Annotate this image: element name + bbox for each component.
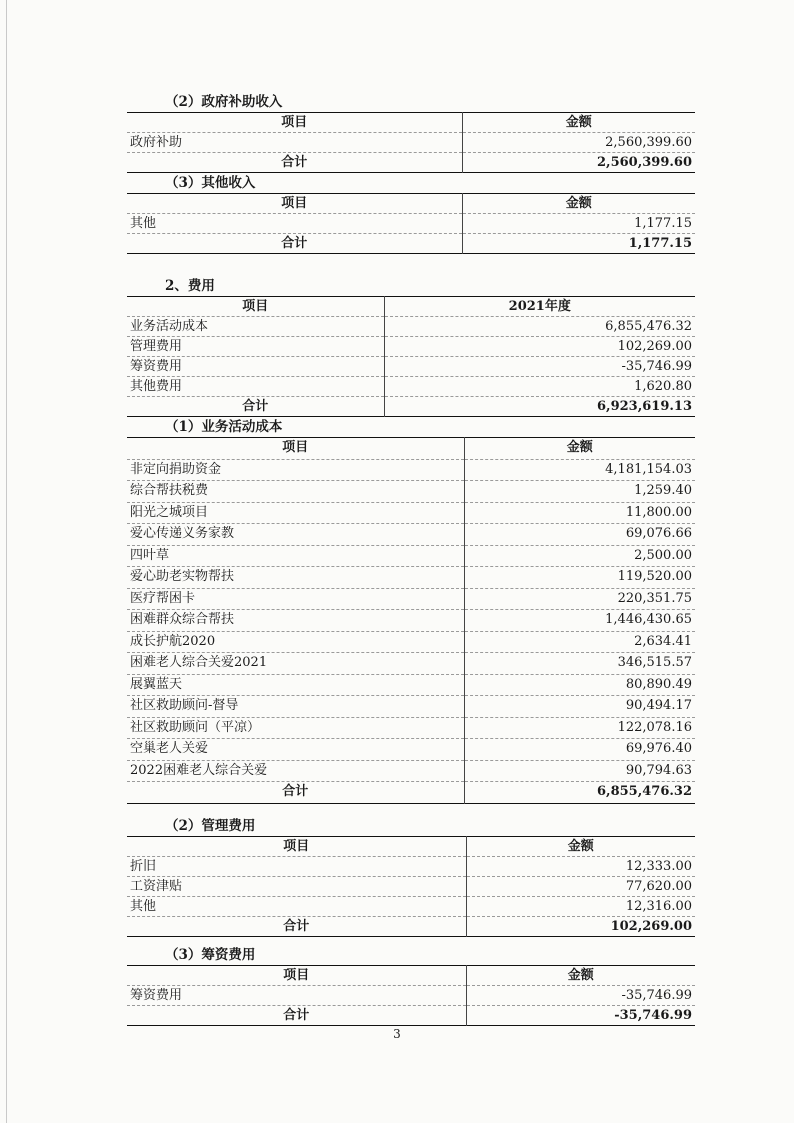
table-row [127, 696, 695, 718]
table-row [127, 337, 695, 357]
row-label: 社区救助顾问-督导 [127, 696, 464, 718]
table-row [127, 653, 695, 675]
row-label: 管理费用 [127, 337, 384, 357]
row-amount: 1,177.15 [462, 214, 695, 234]
row-amount: 2,500.00 [464, 545, 695, 567]
row-amount: 2,634.41 [464, 631, 695, 653]
row-label: 社区救助顾问（平凉） [127, 717, 464, 739]
total-amount: -35,746.99 [614, 1007, 692, 1023]
col-header-amount: 金额 [462, 194, 695, 214]
table-row [127, 760, 695, 782]
col-header-item: 项目 [127, 438, 464, 460]
scan-edge [6, 0, 7, 1123]
table-header [127, 113, 695, 133]
row-label: 空巢老人关爱 [127, 739, 464, 761]
table-total-row [127, 153, 695, 173]
row-amount: 90,794.63 [464, 760, 695, 782]
col-header-amount: 金额 [462, 113, 695, 133]
table-row [127, 502, 695, 524]
row-amount: 12,316.00 [466, 896, 695, 916]
row-amount: 11,800.00 [464, 502, 695, 524]
total-amount: 6,923,619.13 [597, 399, 692, 414]
total-label: 合计 [127, 916, 466, 936]
table-row [127, 357, 695, 377]
row-amount: 1,446,430.65 [464, 610, 695, 632]
row-amount: 90,494.17 [464, 696, 695, 718]
row-label: 政府补助 [127, 133, 462, 153]
table-financing-cost [127, 965, 695, 1026]
table-row [127, 717, 695, 739]
row-label: 困难群众综合帮扶 [127, 610, 464, 632]
row-amount: 2,560,399.60 [462, 133, 695, 153]
section-title-management-cost: （2）管理费用 [165, 817, 256, 834]
row-amount: -35,746.99 [466, 985, 695, 1005]
row-label: 困难老人综合关爱2021 [127, 653, 464, 675]
table-row [127, 985, 695, 1005]
table-total-row [127, 916, 695, 936]
row-label: 筹资费用 [127, 357, 384, 377]
total-amount: 2,560,399.60 [597, 155, 692, 170]
col-header-amount: 金额 [466, 965, 695, 985]
row-amount: 102,269.00 [384, 337, 695, 357]
table-row [127, 610, 695, 632]
row-amount: -35,746.99 [384, 357, 695, 377]
table-total-row [127, 234, 695, 254]
row-amount: 122,078.16 [464, 717, 695, 739]
section-title-expenses: 2、费用 [165, 278, 215, 294]
col-header-item: 项目 [127, 194, 462, 214]
row-label: 其他 [127, 214, 462, 234]
col-header-item: 项目 [127, 965, 466, 985]
row-amount: 220,351.75 [464, 588, 695, 610]
table-row [127, 876, 695, 896]
row-amount: 346,515.57 [464, 653, 695, 675]
table-expenses [127, 296, 695, 417]
table-row [127, 739, 695, 761]
table-header [127, 438, 695, 460]
row-label: 医疗帮困卡 [127, 588, 464, 610]
table-row [127, 588, 695, 610]
table-total-row [127, 1005, 695, 1025]
table-row [127, 631, 695, 653]
total-label: 合计 [127, 234, 462, 254]
row-label: 阳光之城项目 [127, 502, 464, 524]
row-amount: 119,520.00 [464, 567, 695, 589]
row-amount: 4,181,154.03 [464, 459, 695, 481]
row-label: 非定向捐助资金 [127, 459, 464, 481]
total-amount: 6,855,476.32 [597, 784, 692, 799]
row-label: 筹资费用 [127, 985, 466, 1005]
table-row [127, 896, 695, 916]
table-business-cost [127, 437, 695, 804]
col-header-item: 项目 [127, 836, 466, 856]
table-other-income [127, 193, 695, 254]
row-amount: 77,620.00 [466, 876, 695, 896]
table-header [127, 965, 695, 985]
table-management-cost [127, 836, 695, 937]
section-title-other-income: （3）其他收入 [165, 175, 256, 191]
table-row [127, 524, 695, 546]
row-label: 展翼蓝天 [127, 674, 464, 696]
row-label: 2022困难老人综合关爱 [127, 760, 464, 782]
total-amount: 1,177.15 [628, 236, 692, 251]
table-header [127, 194, 695, 214]
table-row [127, 856, 695, 876]
row-amount: 6,855,476.32 [384, 317, 695, 337]
table-row [127, 459, 695, 481]
total-amount: 102,269.00 [610, 918, 692, 934]
section-title-gov-subsidy: （2）政府补助收入 [165, 94, 283, 110]
total-label: 合计 [127, 1005, 466, 1025]
table-row [127, 317, 695, 337]
table-gov-subsidy [127, 112, 695, 173]
table-row [127, 567, 695, 589]
table-row [127, 545, 695, 567]
row-amount: 12,333.00 [466, 856, 695, 876]
col-header-item: 项目 [127, 297, 384, 317]
table-header [127, 836, 695, 856]
page-number: 3 [393, 1027, 401, 1041]
row-amount: 69,976.40 [464, 739, 695, 761]
row-label: 业务活动成本 [127, 317, 384, 337]
col-header-year: 2021年度 [384, 297, 695, 317]
col-header-amount: 金额 [466, 836, 695, 856]
table-header [127, 297, 695, 317]
col-header-amount: 金额 [464, 438, 695, 460]
row-label: 其他 [127, 896, 466, 916]
row-amount: 80,890.49 [464, 674, 695, 696]
table-row [127, 133, 695, 153]
row-label: 折旧 [127, 856, 466, 876]
row-label: 成长护航2020 [127, 631, 464, 653]
row-label: 综合帮扶税费 [127, 481, 464, 503]
total-label: 合计 [127, 782, 464, 804]
section-title-financing-cost: （3）筹资费用 [165, 946, 256, 963]
row-amount: 1,259.40 [464, 481, 695, 503]
row-label: 爱心传递义务家教 [127, 524, 464, 546]
table-row [127, 377, 695, 397]
row-label: 四叶草 [127, 545, 464, 567]
col-header-item: 项目 [127, 113, 462, 133]
table-row [127, 674, 695, 696]
table-row [127, 214, 695, 234]
table-total-row [127, 397, 695, 417]
row-label: 工资津贴 [127, 876, 466, 896]
row-label: 爱心助老实物帮扶 [127, 567, 464, 589]
row-label: 其他费用 [127, 377, 384, 397]
document-page [127, 92, 695, 1026]
row-amount: 1,620.80 [384, 377, 695, 397]
total-label: 合计 [127, 153, 462, 173]
section-title-business-cost: （1）业务活动成本 [165, 419, 283, 435]
table-total-row [127, 782, 695, 804]
table-row [127, 481, 695, 503]
total-label: 合计 [127, 397, 384, 417]
row-amount: 69,076.66 [464, 524, 695, 546]
